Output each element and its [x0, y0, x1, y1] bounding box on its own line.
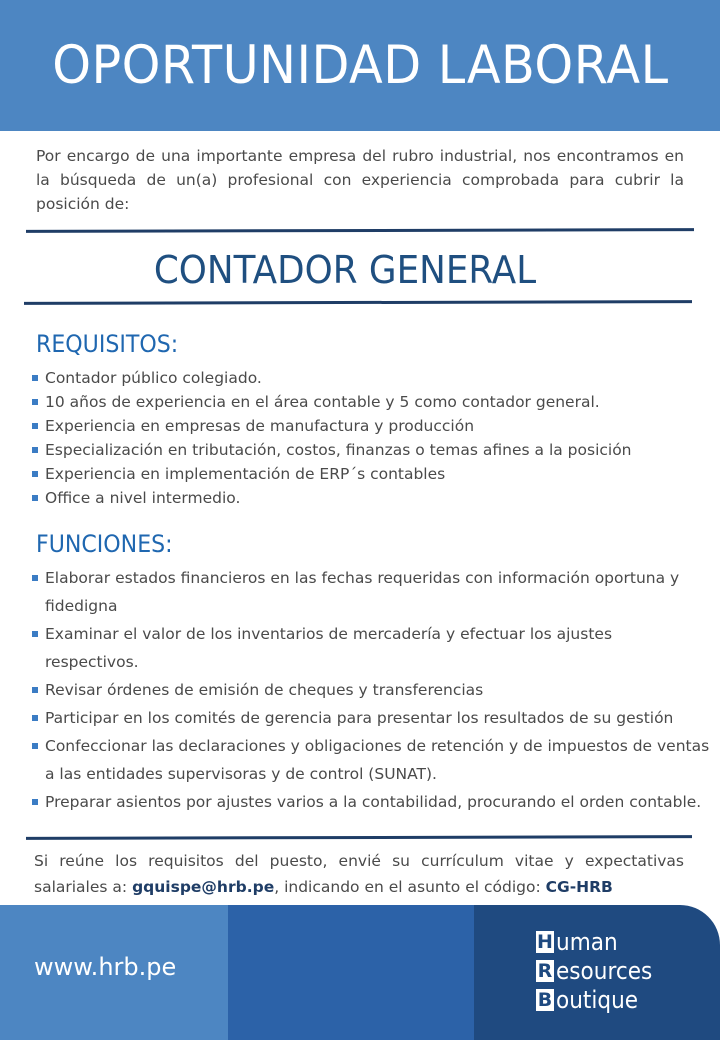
functions-heading: FUNCIONES:	[36, 530, 173, 558]
list-item: Confeccionar las declaraciones y obligaciones de retención y de impuestos de ventas a las entidades supervisoras y de control (SUNAT).	[30, 732, 710, 788]
square-bullet-icon	[32, 799, 38, 805]
closing-paragraph: Si reúne los requisitos del puesto, envié su currículum vitae y expectativas salariales a: gquispe@hrb.pe, indicando en el asunto el código: CG-HRB	[34, 852, 684, 896]
contact-email: gquispe@hrb.pe	[132, 878, 275, 896]
logo-row-boutique: B outique	[537, 985, 639, 1014]
requirements-heading: REQUISITOS:	[36, 330, 179, 358]
job-code: CG-HRB	[545, 878, 613, 896]
header-banner	[0, 0, 720, 131]
logo-row-human: H uman	[537, 927, 618, 956]
square-bullet-icon	[32, 399, 38, 405]
divider-top	[26, 228, 694, 233]
square-bullet-icon	[32, 447, 38, 453]
list-item: Office a nivel intermedio.	[30, 486, 632, 510]
list-item: 10 años de experiencia en el área contable y 5 como contador general.	[30, 390, 632, 414]
intro-paragraph: Por encargo de una importante empresa del rubro industrial, nos encontramos en la búsqueda de un(a) profesional con experiencia comprobada para cubrir la posición de:	[36, 147, 684, 213]
square-bullet-icon	[32, 423, 38, 429]
logo-row-resources: R esources	[537, 956, 653, 985]
hrb-logo	[536, 927, 663, 1014]
footer-right-panel	[474, 905, 720, 1040]
square-bullet-icon	[32, 687, 38, 693]
footer	[0, 905, 720, 1040]
list-item: Revisar órdenes de emisión de cheques y transferencias	[30, 676, 710, 704]
square-bullet-icon	[32, 715, 38, 721]
list-item: Especialización en tributación, costos, finanzas o temas afines a la posición	[30, 438, 632, 462]
list-item: Elaborar estados financieros en las fechas requeridas con información oportuna y fidedigna	[30, 564, 710, 620]
list-item: Experiencia en implementación de ERP´s contables	[30, 462, 632, 486]
square-bullet-icon	[32, 495, 38, 501]
functions-list	[30, 564, 710, 816]
position-title: CONTADOR GENERAL	[153, 248, 537, 292]
list-item: Contador público colegiado.	[30, 366, 632, 390]
square-bullet-icon	[32, 631, 38, 637]
divider-bottom	[26, 835, 692, 840]
divider-position	[24, 300, 692, 305]
list-item: Preparar asientos por ajustes varios a la contabilidad, procurando el orden contable.	[30, 788, 710, 816]
website-link[interactable]: www.hrb.pe	[34, 953, 177, 981]
requirements-list	[30, 366, 632, 510]
square-bullet-icon	[32, 743, 38, 749]
list-item: Examinar el valor de los inventarios de mercadería y efectuar los ajustes respectivos.	[30, 620, 710, 676]
square-bullet-icon	[32, 471, 38, 477]
square-bullet-icon	[32, 375, 38, 381]
list-item: Participar en los comités de gerencia para presentar los resultados de su gestión	[30, 704, 710, 732]
square-bullet-icon	[32, 575, 38, 581]
footer-left-panel	[0, 905, 228, 1040]
list-item: Experiencia en empresas de manufactura y producción	[30, 414, 632, 438]
footer-middle-panel	[228, 905, 474, 1040]
header-title: OPORTUNIDAD LABORAL	[51, 35, 669, 96]
